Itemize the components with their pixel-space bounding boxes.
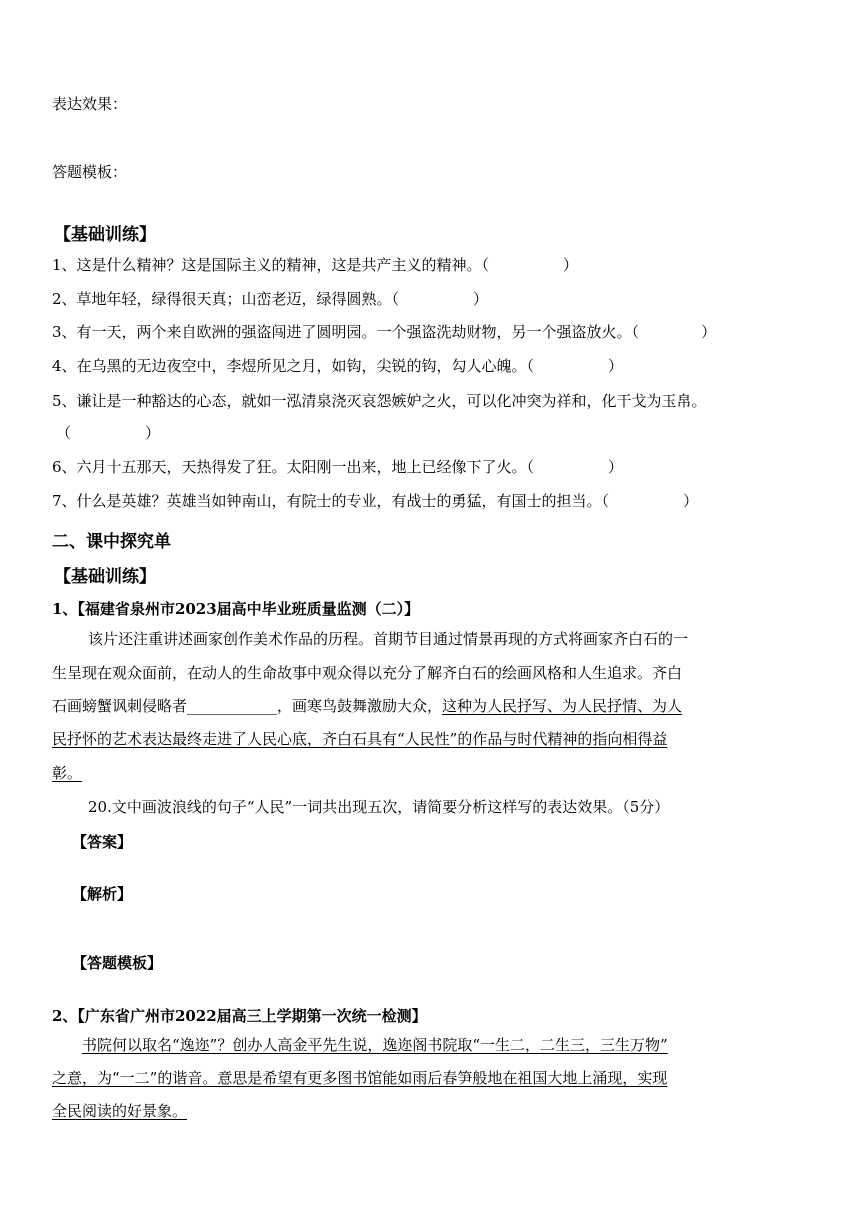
underlined-text: 彰。 — [52, 764, 83, 782]
list-item — [52, 322, 716, 342]
paragraph-text: 石画螃蟹讽刺侵略者 — [52, 697, 188, 715]
item-text: 5、谦让是一种豁达的心态，就如一泓清泉浇灭哀怨嫉妒之火，可以化冲突为祥和，化干戈为玉帛。 — [52, 392, 707, 410]
item-text: 6、六月十五那天，天热得发了狂。太阳刚一出来，地上已经像下了火。（ — [52, 458, 535, 476]
item-close: ） — [683, 492, 699, 510]
section-title: 二、课中探究单 — [52, 532, 171, 552]
item-close: ） — [701, 323, 717, 341]
item-close: ） — [563, 256, 579, 274]
item-text: 4、在乌黑的无边夜空中，李煜所见之月，如钩，尖锐的钩，勾人心魄。（ — [52, 357, 535, 375]
analysis-label: 【解析】 — [72, 885, 133, 903]
paragraph-line: 生呈现在观众面前，在动人的生命故事中观众得以充分了解齐白石的绘画风格和人生追求。齐白 — [52, 664, 683, 682]
paragraph-text: ，画寒鸟鼓舞激励大众， — [277, 697, 443, 715]
list-item — [52, 457, 623, 477]
item-text: 1、这是什么精神？这是国际主义的精神，这是共产主义的精神。（ — [52, 256, 490, 274]
underlined-text: 书院何以取名“逸迩”？创办人高金平先生说，逸迩阁书院取“一生二，二生三，三生万物” — [82, 1036, 668, 1054]
item-text: 7、什么是英雄？英雄当如钟南山，有院士的专业，有战士的勇猛，有国士的担当。（ — [52, 492, 610, 510]
answer-label: 【答案】 — [72, 833, 133, 851]
item-open: （ — [56, 424, 72, 442]
underlined-text: 这种为人民抒写、为人民抒情、为人 — [442, 697, 683, 715]
list-item — [52, 491, 698, 511]
paragraph-line: 该片还注重讲述画家创作美术作品的历程。首期节目通过情景再现的方式将画家齐白石的一 — [88, 630, 689, 648]
item-close: ） — [608, 357, 624, 375]
item-close: ） — [473, 290, 489, 308]
underlined-text: 民抒怀的艺术表达最终走进了人民心底，齐白石具有“人民性”的作品与时代精神的指向相得益 — [52, 730, 668, 748]
underlined-text: 之意，为“一二”的谐音。意思是希望有更多图书馆能如雨后春笋般地在祖国大地上涌现，实现 — [52, 1069, 668, 1087]
template-label: 答题模板： — [52, 163, 128, 181]
list-item — [52, 255, 578, 275]
paragraph-line — [52, 696, 682, 716]
list-item-continuation — [56, 423, 160, 443]
item-text: 2、草地年轻，绿得很天真；山峦老迈，绿得圆熟。（ — [52, 290, 400, 308]
effect-label: 表达效果： — [52, 95, 128, 113]
item-text: 3、有一天，两个来自欧洲的强盗闯进了圆明园。一个强盗洗劫财物，另一个强盗放火。（ — [52, 323, 640, 341]
list-item — [52, 356, 623, 376]
question-source: 1、【福建省泉州市2023届高中毕业班质量监测（二）】 — [52, 600, 420, 618]
basic-training-heading-2: 【基础训练】 — [54, 567, 156, 587]
item-close: ） — [145, 424, 161, 442]
question-source: 2、【广东省广州市2022届高三上学期第一次统一检测】 — [52, 1007, 427, 1025]
item-close: ） — [608, 458, 624, 476]
question-text: 20.文中画波浪线的句子“人民”一词共出现五次，请简要分析这样写的表达效果。（5分） — [88, 798, 670, 816]
basic-training-heading: 【基础训练】 — [54, 225, 156, 245]
list-item — [52, 391, 707, 411]
answer-template-label: 【答题模板】 — [72, 954, 163, 972]
underlined-text: 全民阅读的好景象。 — [52, 1102, 188, 1120]
fill-blank: ____________ — [187, 697, 278, 715]
list-item — [52, 289, 488, 309]
